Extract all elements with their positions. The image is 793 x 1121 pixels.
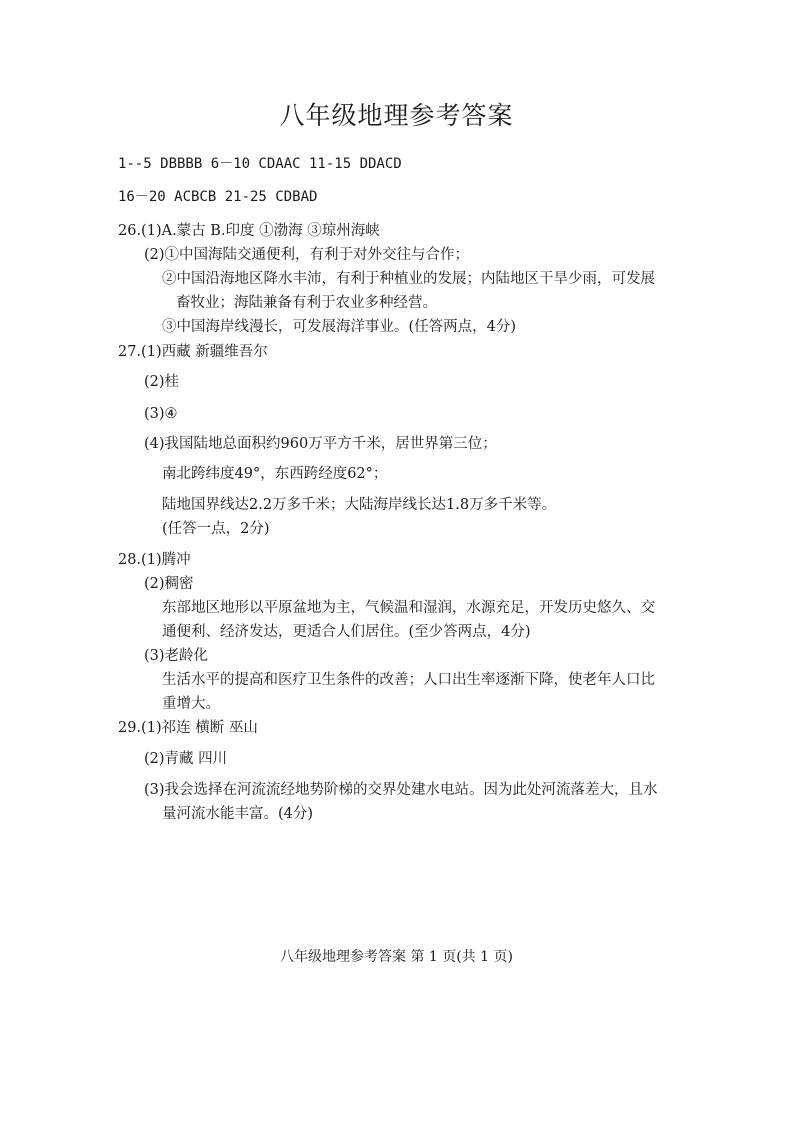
q29-line-1: 29.(1)祁连 横断 巫山: [118, 720, 258, 736]
q28-line-2: (2)稠密: [144, 576, 194, 592]
q26-line-4: 畜牧业；海陆兼备有利于农业多种经营。: [176, 295, 437, 311]
q28-line-6: 生活水平的提高和医疗卫生条件的改善；人口出生率逐渐下降，使老年人口比: [162, 672, 655, 688]
page-title: 八年级地理参考答案: [279, 101, 514, 130]
mc-answers-line-2: 16－20 ACBCB 21-25 CDBAD: [118, 189, 318, 205]
q29-line-3: (3)我会选择在河流流经地势阶梯的交界处建水电站。因为此处河流落差大，且水: [144, 782, 658, 798]
q27-line-6: 陆地国界线达2.2万多千米；大陆海岸线长达1.8万多千米等。: [162, 497, 557, 513]
q28-line-4: 通便利、经济发达，更适合人们居住。(至少答两点，4分): [162, 624, 531, 640]
q28-line-3: 东部地区地形以平原盆地为主，气候温和湿润，水源充足，开发历史悠久、交: [162, 600, 655, 616]
q27-line-2: (2)桂: [144, 374, 180, 390]
q26-line-1: 26.(1)A.蒙古 B.印度 ①渤海 ③琼州海峡: [118, 223, 380, 239]
q27-line-4: (4)我国陆地总面积约960万平方千米，居世界第三位；: [144, 436, 497, 452]
q27-line-7: (任答一点，2分): [162, 521, 270, 537]
q28-line-5: (3)老龄化: [144, 648, 209, 664]
q28-line-1: 28.(1)腾冲: [118, 552, 191, 568]
q29-line-2: (2)青藏 四川: [144, 751, 228, 767]
q26-line-2: (2)①中国海陆交通便利，有利于对外交往与合作；: [144, 247, 470, 263]
q27-line-1: 27.(1)西藏 新疆维吾尔: [118, 344, 268, 360]
q27-line-3: (3)④: [144, 406, 178, 422]
page-footer: 八年级地理参考答案 第 1 页(共 1 页): [280, 949, 513, 965]
q26-line-3: ②中国沿海地区降水丰沛，有利于种植业的发展；内陆地区干旱少雨，可发展: [162, 271, 655, 287]
q29-line-4: 量河流水能丰富。(4分): [162, 806, 314, 822]
q26-line-5: ③中国海岸线漫长，可发展海洋事业。(任答两点，4分): [162, 319, 517, 335]
q27-line-5: 南北跨纬度49°，东西跨经度62°；: [162, 466, 388, 482]
q28-line-7: 重增大。: [162, 696, 220, 712]
mc-answers-line-1: 1--5 DBBBB 6－10 CDAAC 11-15 DDACD: [118, 156, 402, 172]
